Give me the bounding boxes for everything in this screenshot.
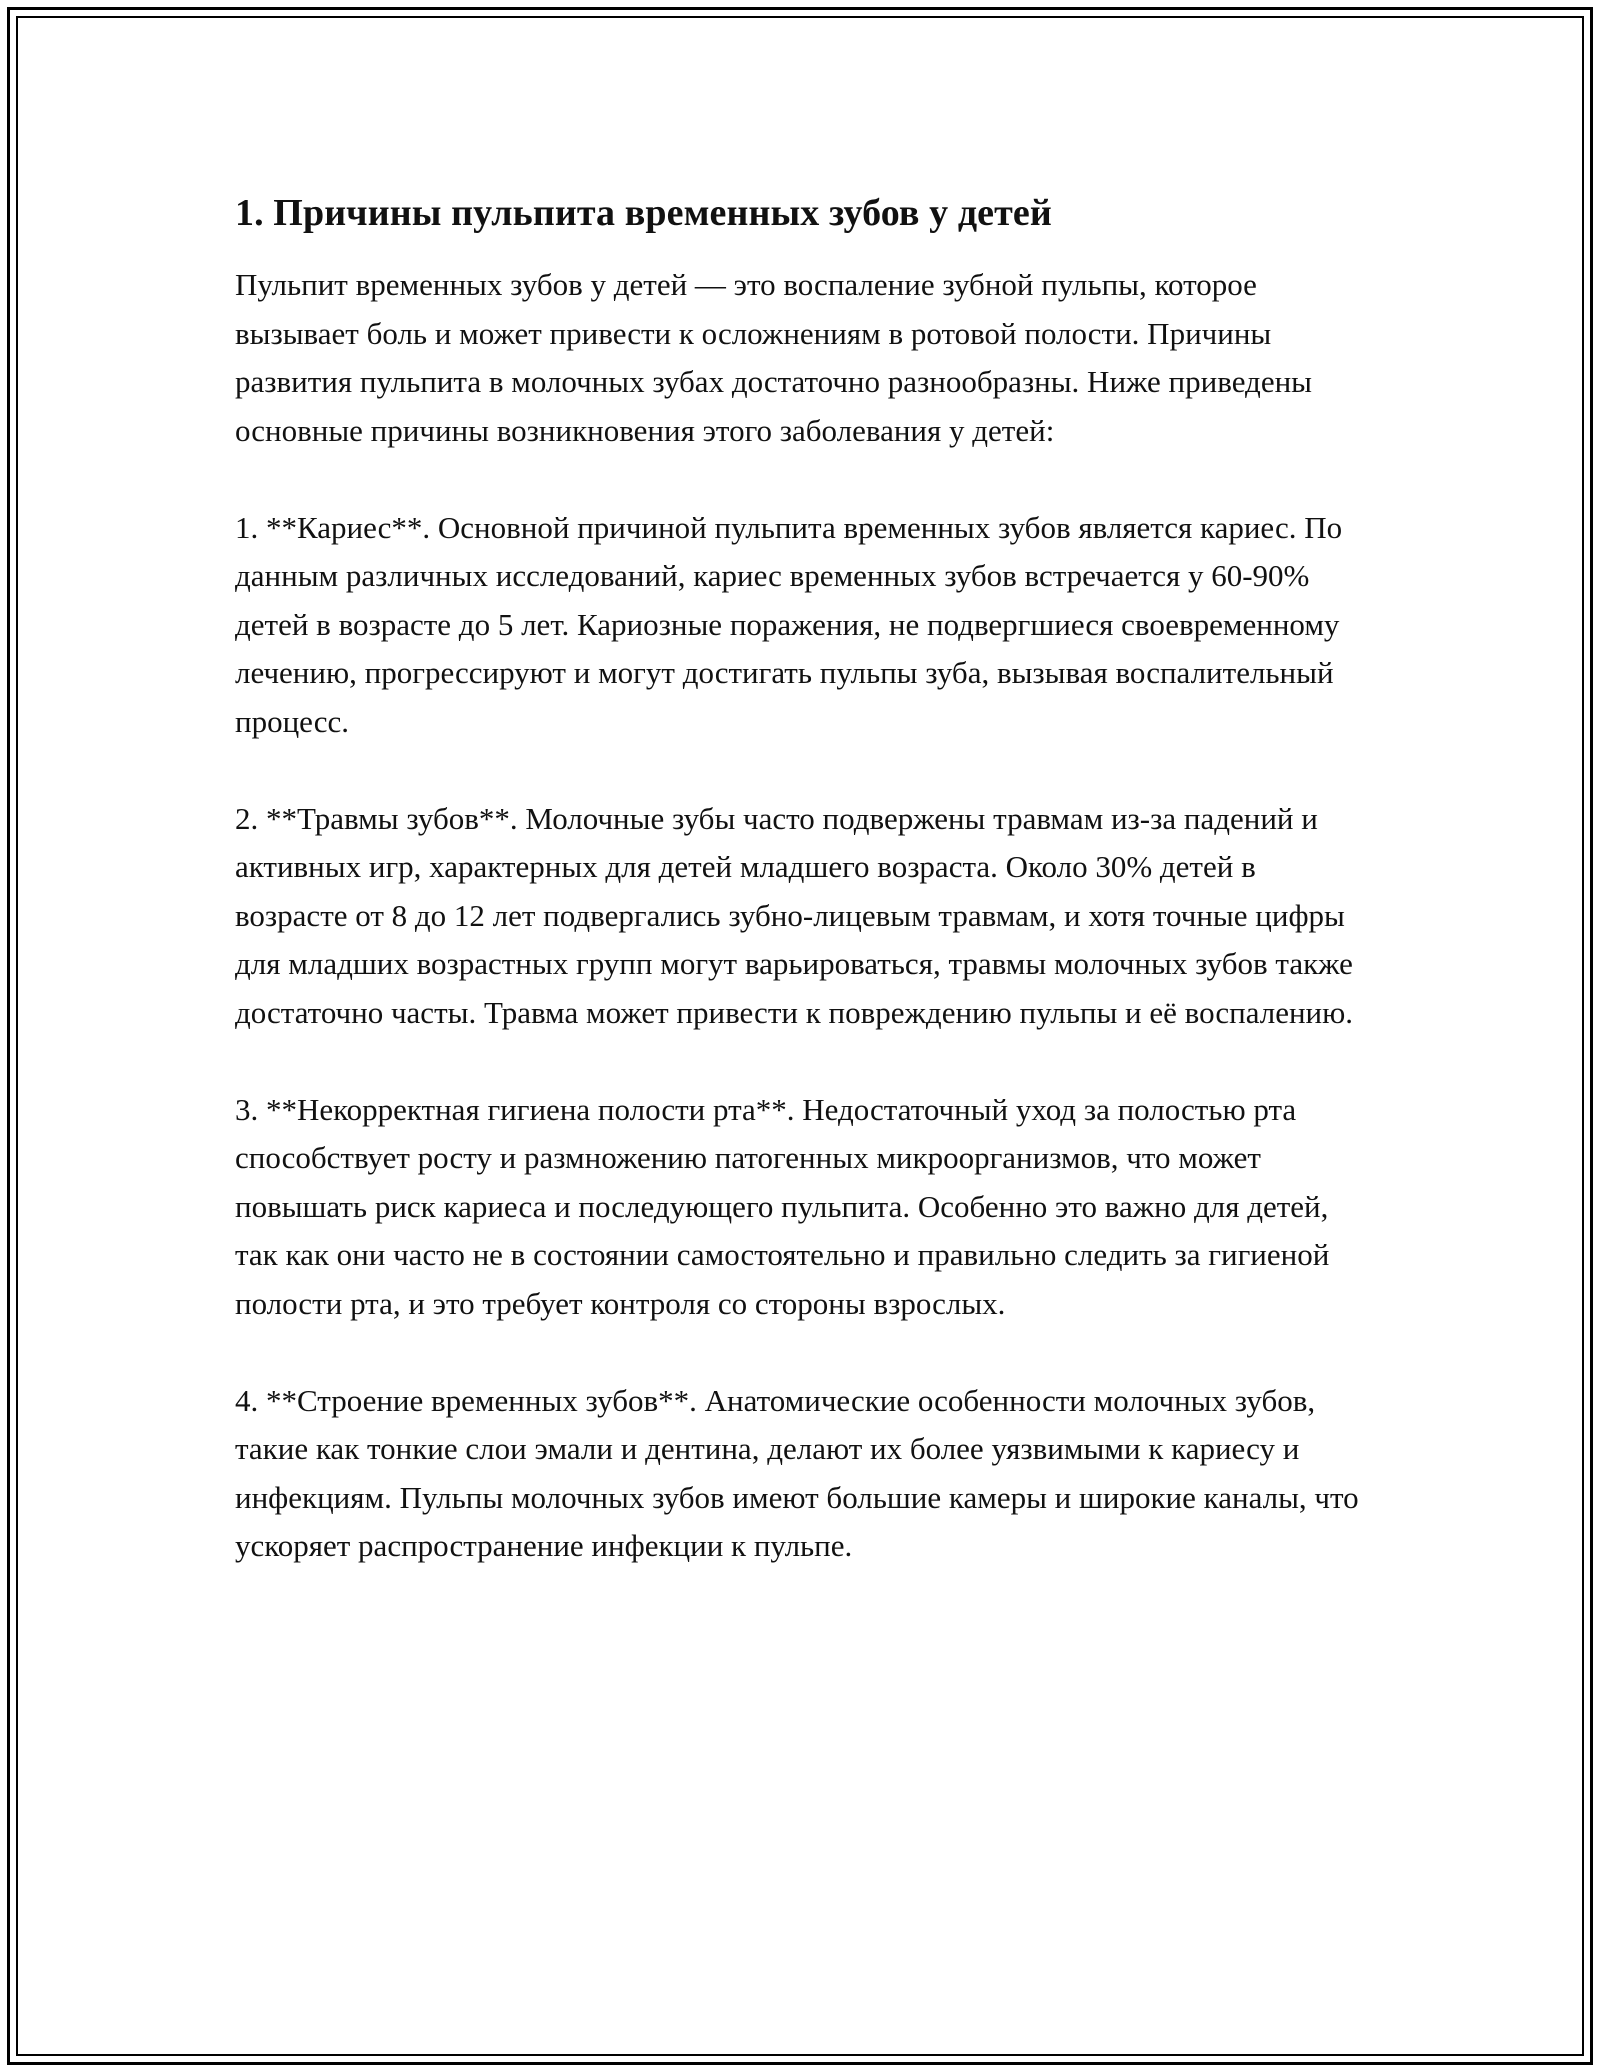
cause-anatomy-paragraph: 4. **Строение временных зубов**. Анатомические особенности молочных зубов, такие как тонкие слои эмали и дентина, делают их более уязвимыми к кариесу и инфекциям. Пульпы молочных зубов имеют большие камеры и широкие каналы, что ускоряет распространение инфекции к пульпе.	[235, 1382, 1359, 1563]
cause-caries-paragraph: 1. **Кариес**. Основной причиной пульпита временных зубов является кариес. По данным различных исследований, кариес временных зубов встречается у 60-90% детей в возрасте до 5 лет. Кариозные поражения, не подвергшиеся своевременному лечению, прогрессируют и могут достигать пульпы зуба, вызывая воспалительный процесс.	[235, 509, 1343, 739]
intro-paragraph: Пульпит временных зубов у детей — это воспаление зубной пульпы, которое вызывает боль и может привести к осложнениям в ротовой полости. Причины развития пульпита в молочных зубах достаточно разнообразны. Ниже приведены основные причины возникновения этого заболевания у детей:	[235, 267, 1312, 448]
section-heading: 1. Причины пульпита временных зубов у детей	[235, 192, 1052, 234]
cause-trauma-paragraph: 2. **Травмы зубов**. Молочные зубы часто подвержены травмам из-за падений и активных игр, характерных для детей младшего возраста. Около 30% детей в возрасте от 8 до 12 лет подвергались зубно-лицевым травмам, и хотя точные цифры для младших возрастных групп могут варьироваться, травмы молочных зубов также достаточно часты. Травма может привести к повреждению пульпы и её воспалению.	[235, 800, 1354, 1030]
cause-hygiene-paragraph: 3. **Некорректная гигиена полости рта**. Недостаточный уход за полостью рта способствует росту и размножению патогенных микроорганизмов, что может повышать риск кариеса и последующего пульпита. Особенно это важно для детей, так как они часто не в состоянии самостоятельно и правильно следить за гигиеной полости рта, и это требует контроля со стороны взрослых.	[235, 1091, 1330, 1321]
document-body	[235, 185, 1365, 1619]
